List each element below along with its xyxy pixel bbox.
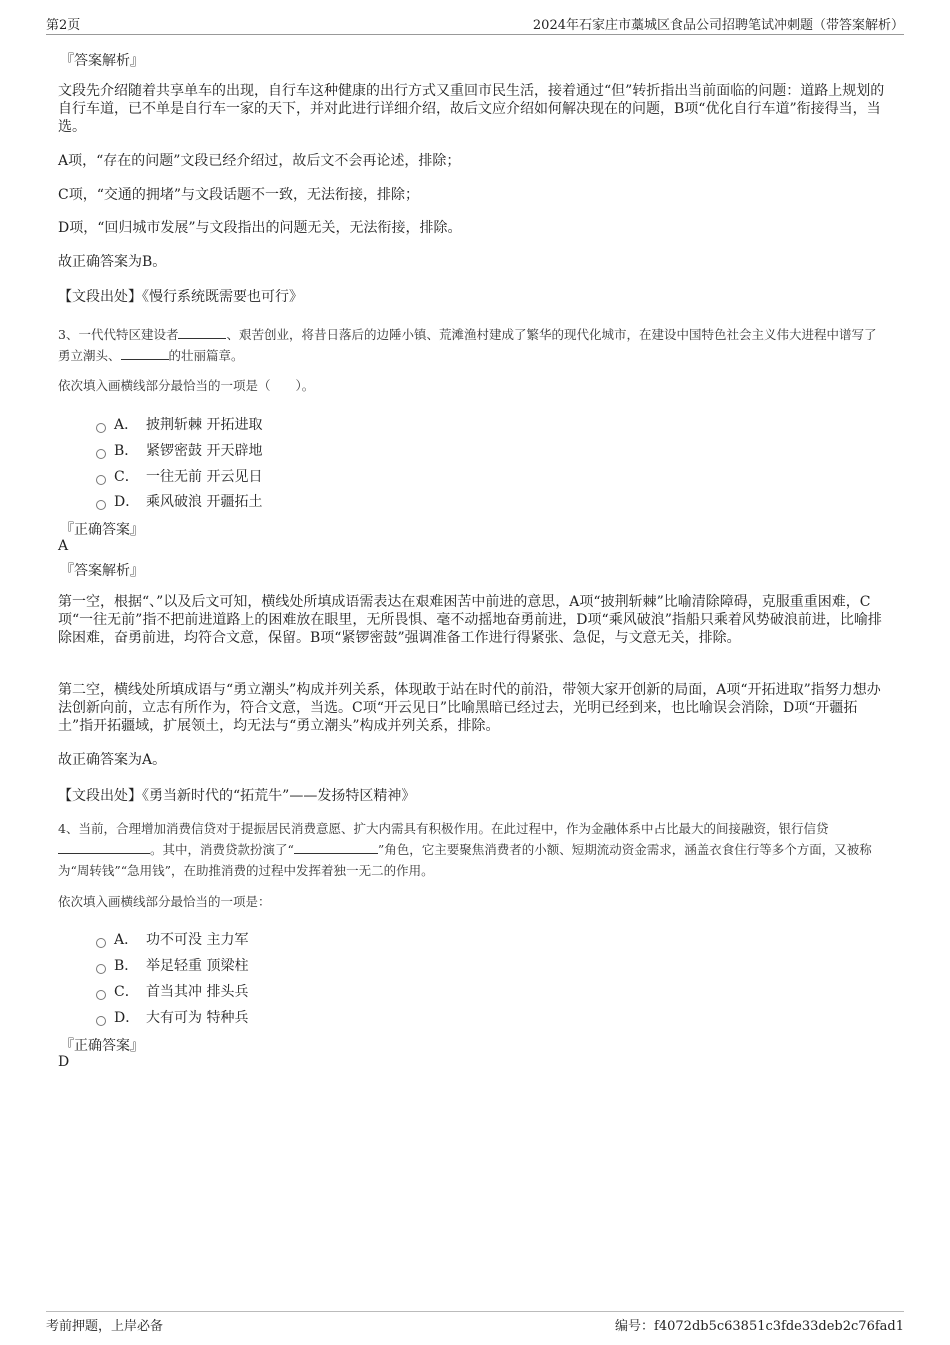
q2-analysis-label: 『答案解析』 [60, 53, 144, 69]
page-number: 第2页 [46, 18, 81, 33]
q3-conclusion: 故正确答案为A。 [58, 752, 167, 768]
option-text: 举足轻重 顶梁柱 [146, 958, 249, 974]
radio-icon[interactable] [96, 423, 106, 433]
q4-stem-part1: 4、当前，合理增加消费信贷对于提振居民消费意愿、扩大内需具有积极作用。在此过程中，作为金融体系中占比最大的间接融资，银行信贷 [58, 821, 829, 836]
q3-answer-label: 『正确答案』 [60, 522, 144, 538]
q3-option-c[interactable] [96, 466, 262, 486]
option-text: 乘风破浪 开疆拓土 [146, 494, 263, 510]
radio-icon[interactable] [96, 1016, 106, 1026]
option-text: 功不可没 主力军 [146, 932, 249, 948]
q3-analysis-paragraph-1: 第一空，根据“、”以及后文可知，横线处所填成语需表达在艰难困苦中前进的意思，A项“披荆斩棘”比喻清除障碍，克服重重困难，C项“一往无前”指不把前进道路上的困难放在眼里，无所畏惧、毫不动摇地奋勇前进，D项“乘风破浪”指船只乘着风势破浪前进，比喻排除困难，奋勇前进，均符合文意，保留。B项“紧锣密鼓”强调准备工作进行得紧张、急促，与文意无关，排除。 [58, 594, 882, 646]
option-letter: B． [114, 958, 139, 974]
radio-icon[interactable] [96, 938, 106, 948]
q3-answer: A [58, 538, 69, 554]
document-code: 编号：f4072db5c63851c3fde33deb2c76fad1 [615, 1319, 904, 1334]
page-footer [46, 1311, 904, 1336]
radio-icon[interactable] [96, 964, 106, 974]
q2-analysis-option-d: D项，“回归城市发展”与文段指出的问题无关，无法衔接，排除。 [58, 220, 462, 236]
radio-icon[interactable] [96, 475, 106, 485]
q3-option-b[interactable] [96, 440, 262, 460]
q3-stem-part3: 的壮丽篇章。 [168, 348, 244, 363]
q2-conclusion: 故正确答案为B。 [58, 254, 167, 270]
option-text: 首当其冲 排头兵 [146, 984, 249, 1000]
q3-source: 【文段出处】《勇当新时代的“拓荒牛”——发扬特区精神》 [58, 788, 416, 804]
radio-icon[interactable] [96, 449, 106, 459]
q3-blank-2 [121, 347, 169, 360]
q3-stem-part2: 、艰苦创业，将昔日落后的边陲小镇、荒滩渔村建成了繁华的现代化城市，在建设中国特色社会主义伟大进程中谱写了勇立潮头、 [58, 327, 877, 363]
option-letter: C． [114, 984, 139, 1000]
q3-stem [58, 324, 888, 366]
q3-analysis-label: 『答案解析』 [60, 563, 144, 579]
q4-stem [58, 818, 888, 881]
option-text: 紧锣密鼓 开天辟地 [146, 443, 263, 459]
document-title: 2024年石家庄市藁城区食品公司招聘笔试冲刺题（带答案解析） [532, 18, 904, 33]
q4-option-d[interactable] [96, 1007, 248, 1027]
q4-stem-part3: ”角色，它主要聚焦消费者的小额、短期流动资金需求，涵盖衣食住行等多个方面，又被称为“周转钱”“急用钱”，在助推消费的过程中发挥着独一无二的作用。 [58, 842, 872, 878]
q2-analysis-option-c: C项，“交通的拥堵”与文段话题不一致，无法衔接，排除； [58, 187, 420, 203]
q4-blank-2 [294, 841, 378, 854]
q3-option-d[interactable] [96, 491, 262, 511]
option-text: 一往无前 开云见日 [146, 469, 263, 485]
q3-option-a[interactable] [96, 414, 262, 434]
q4-option-b[interactable] [96, 955, 248, 975]
option-letter: C． [114, 469, 139, 485]
q3-stem-part1: 3、一代代特区建设者 [58, 327, 179, 342]
radio-icon[interactable] [96, 500, 106, 510]
radio-icon[interactable] [96, 990, 106, 1000]
option-text: 大有可为 特种兵 [146, 1010, 249, 1026]
option-letter: A． [114, 417, 139, 433]
q4-stem-part2: 。其中，消费贷款扮演了“ [150, 842, 294, 857]
q4-blank-1 [58, 841, 150, 854]
q4-answer-label: 『正确答案』 [60, 1038, 144, 1054]
option-letter: B． [114, 443, 139, 459]
q4-answer: D [58, 1054, 70, 1070]
q4-instruction: 依次填入画横线部分最恰当的一项是： [58, 894, 271, 909]
q3-blank-1 [178, 326, 226, 339]
option-letter: D． [114, 1010, 140, 1026]
q2-source: 【文段出处】《慢行系统既需要也可行》 [58, 289, 303, 305]
footer-slogan: 考前押题，上岸必备 [46, 1319, 164, 1334]
q2-analysis-option-a: A项，“存在的问题”文段已经介绍过，故后文不会再论述，排除； [58, 153, 461, 169]
q4-option-a[interactable] [96, 929, 248, 949]
q4-option-c[interactable] [96, 981, 248, 1001]
q3-analysis-paragraph-2: 第二空，横线处所填成语与“勇立潮头”构成并列关系，体现敢于站在时代的前沿，带领大家开创新的局面，A项“开拓进取”指努力想办法创新向前，立志有所作为，符合文意，当选。C项“开云见日”比喻黑暗已经过去，光明已经到来，也比喻误会消除，D项“开疆拓土”指开拓疆域，扩展领土，均无法与“勇立潮头”构成并列关系，排除。 [58, 682, 881, 734]
option-text: 披荆斩棘 开拓进取 [146, 417, 263, 433]
q3-instruction: 依次填入画横线部分最恰当的一项是（ ）。 [58, 378, 315, 393]
q2-analysis-paragraph: 文段先介绍随着共享单车的出现，自行车这种健康的出行方式又重回市民生活，接着通过“但”转折指出当前面临的问题：道路上规划的自行车道，已不单是自行车一家的天下，并对此进行详细介绍，故后文应介绍如何解决现在的问题，B项“优化自行车道”衔接得当，当选。 [58, 83, 885, 135]
option-letter: A． [114, 932, 139, 948]
page-header [46, 14, 904, 35]
option-letter: D． [114, 494, 140, 510]
